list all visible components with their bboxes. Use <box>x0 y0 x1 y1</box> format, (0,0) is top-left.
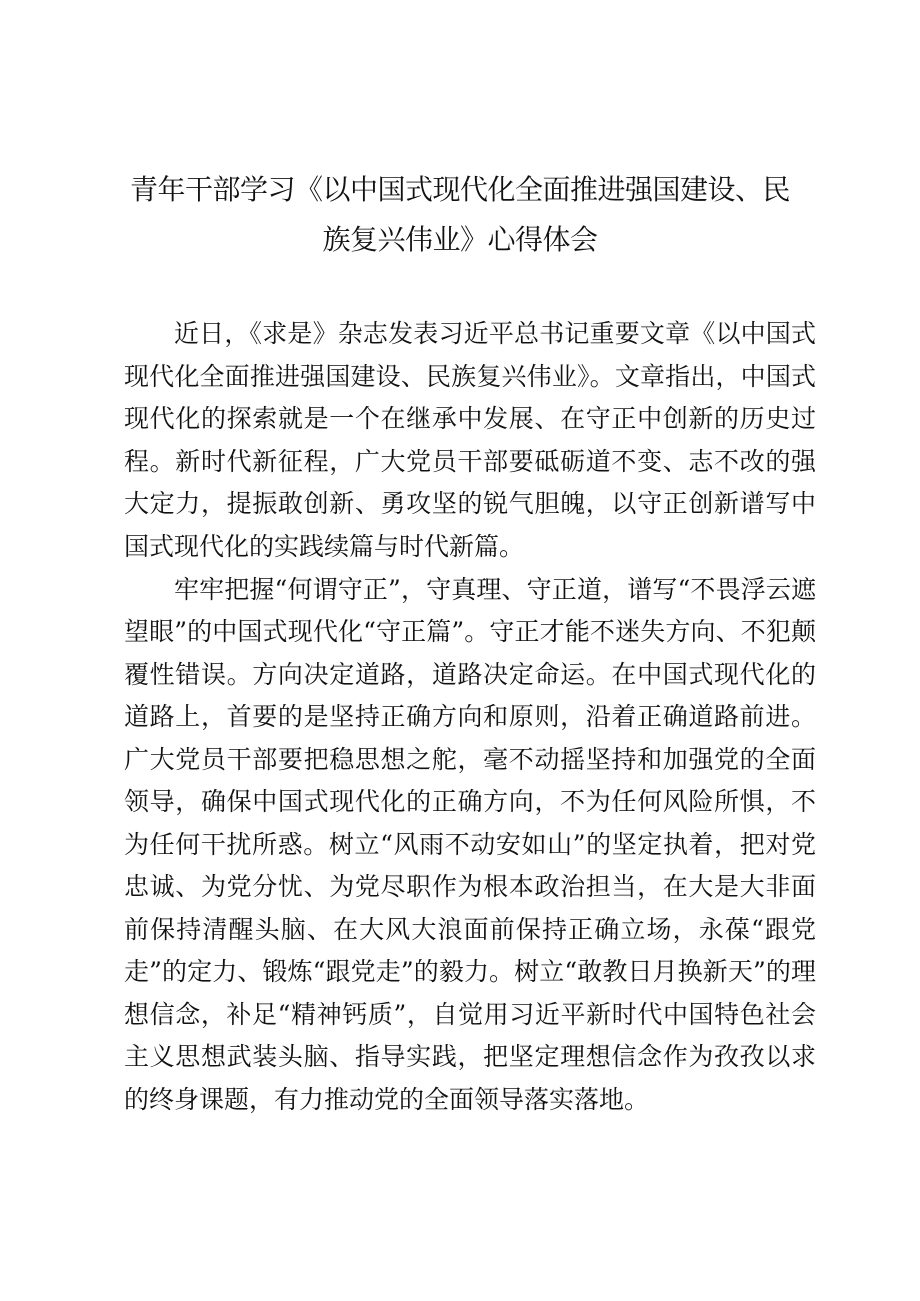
title-line-1: 青年干部学习《以中国式现代化全面推进强国建设、民 <box>129 173 790 206</box>
paragraph-2: 牢牢把握“何谓守正”，守真理、守正道，谱写“不畏浮云遮望眼”的中国式现代化“守正篇”。守正才能不迷失方向、不犯颠覆性错误。方向决定道路，道路决定命运。在中国式现代化的道路上，首要的是坚持正确方向和原则，沿着正确道路前进。广大党员干部要把稳思想之舵，毫不动摇坚持和加强党的全面领导，确保中国式现代化的正确方向，不为任何风险所惧，不为任何干扰所惑。树立“风雨不动安如山”的坚定执着，把对党忠诚、为党分忧、为党尽职作为根本政治担当，在大是大非面前保持清醒头脑、在大风大浪面前保持正确立场，永葆“跟党走”的定力、锻炼“跟党走”的毅力。树立“敢教日月换新天”的理想信念，补足“精神钙质”，自觉用习近平新时代中国特色社会主义思想武装头脑、指导实践，把坚定理想信念作为孜孜以求的终身课题，有力推动党的全面领导落实落地。 <box>124 574 816 1114</box>
paragraph-1: 近日，《求是》杂志发表习近平总书记重要文章《以中国式现代化全面推进强国建设、民族复兴伟业》。文章指出，中国式现代化的探索就是一个在继承中发展、在守正中创新的历史过程。新时代新征程，广大党员干部要砥砺道不变、志不改的强大定力，提振敢创新、勇攻坚的锐气胆魄，以守正创新谱写中国式现代化的实践续篇与时代新篇。 <box>124 319 816 561</box>
document-title <box>100 165 820 265</box>
title-line-2: 族复兴伟业》心得体会 <box>322 223 598 256</box>
document-body <box>124 313 816 1122</box>
